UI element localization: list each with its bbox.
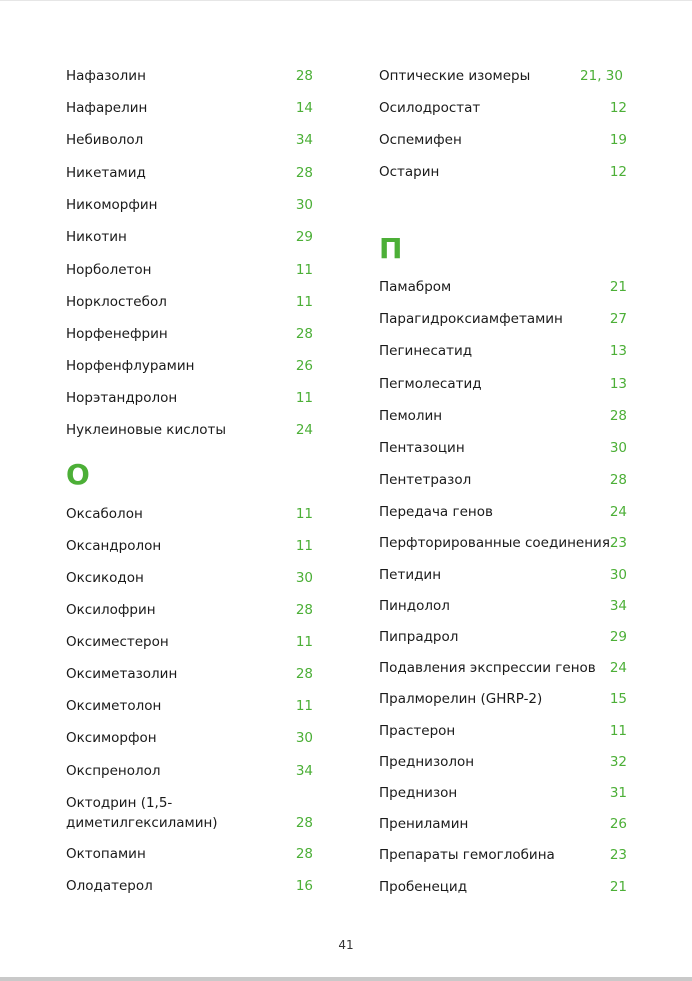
index-page-ref: 13: [609, 376, 627, 392]
index-page-ref: 15: [609, 691, 627, 707]
index-page-ref: 30: [295, 730, 313, 746]
index-term: Препараты гемоглобина: [379, 847, 555, 863]
index-term: Пегмолесатид: [379, 376, 482, 392]
index-term: Никетамид: [66, 165, 146, 181]
index-term: Пемолин: [379, 408, 443, 424]
index-term: Оксаболон: [66, 506, 143, 522]
index-page-ref: 26: [295, 358, 313, 374]
index-page-ref: 11: [295, 698, 313, 714]
index-term: Пегинесатид: [379, 343, 473, 359]
index-page-ref: 30: [295, 570, 313, 586]
index-page-ref: 30: [295, 197, 313, 213]
index-term: Норклостебол: [66, 294, 167, 310]
index-term: Перфторированные соединения: [379, 535, 610, 551]
index-term: Оспемифен: [379, 132, 462, 148]
index-term: Норэтандролон: [66, 390, 178, 406]
index-page-ref: 28: [295, 326, 313, 342]
index-term: Небиволол: [66, 132, 144, 148]
index-term: Оксандролон: [66, 538, 162, 554]
index-page-ref: 12: [609, 100, 627, 116]
index-term: Оксиметолон: [66, 698, 162, 714]
index-term: Никоморфин: [66, 197, 158, 213]
index-page-ref: 29: [609, 629, 627, 645]
index-page-ref: 21: [609, 279, 627, 295]
index-page-ref: 30: [609, 440, 627, 456]
index-page-ref: 24: [609, 660, 627, 676]
index-page-ref: 28: [295, 815, 313, 831]
section-letter-o: О: [66, 458, 90, 491]
index-term: Оксиморфон: [66, 730, 157, 746]
index-page-ref: 11: [295, 262, 313, 278]
index-page-ref: 24: [609, 504, 627, 520]
index-page-ref: 19: [609, 132, 627, 148]
page-top-line: [0, 0, 692, 1]
index-term: Октодрин (1,5-диметилгексиламин): [66, 795, 218, 831]
index-term: Пентетразол: [379, 472, 472, 488]
index-page-ref: 28: [609, 472, 627, 488]
index-page-ref: 26: [609, 816, 627, 832]
section-letter-p: П: [379, 232, 403, 265]
index-term: Прастерон: [379, 723, 456, 739]
index-term: Пиндолол: [379, 598, 450, 614]
index-page-ref: 11: [295, 506, 313, 522]
index-page-ref: 31: [609, 785, 627, 801]
index-page-ref: 27: [609, 311, 627, 327]
index-term: Пентазоцин: [379, 440, 465, 456]
index-term: Пренилaмин: [379, 816, 469, 832]
index-page-ref: 21, 30: [580, 68, 623, 84]
index-term: Норболетон: [66, 262, 152, 278]
index-page-ref: 28: [295, 666, 313, 682]
index-term: Остарин: [379, 164, 440, 180]
index-page-ref: 12: [609, 164, 627, 180]
index-page-ref: 28: [295, 602, 313, 618]
index-term: Пралморелин (GHRP-2): [379, 691, 543, 707]
index-page-ref: 23: [609, 535, 627, 551]
index-page-ref: 28: [295, 846, 313, 862]
index-page-ref: 24: [295, 422, 313, 438]
index-page-ref: 13: [609, 343, 627, 359]
index-term: Нафазолин: [66, 68, 146, 84]
index-term: Пипрадрол: [379, 629, 459, 645]
index-page-ref: 28: [295, 68, 313, 84]
index-term: Преднизолон: [379, 754, 475, 770]
index-term: Подавления экспрессии генов: [379, 660, 596, 676]
index-term: Норфенфлурамин: [66, 358, 195, 374]
index-term: Осилодростат: [379, 100, 481, 116]
index-term: Нафарелин: [66, 100, 148, 116]
index-page-ref: 28: [609, 408, 627, 424]
index-term: Нуклеиновые кислоты: [66, 422, 227, 438]
index-term: Никотин: [66, 229, 127, 245]
index-term: Пробенецид: [379, 879, 468, 895]
index-page-ref: 30: [609, 567, 627, 583]
page-number: 41: [338, 938, 354, 952]
index-term: Преднизон: [379, 785, 458, 801]
index-page-ref: 23: [609, 847, 627, 863]
index-page-ref: 34: [609, 598, 627, 614]
index-page-ref: 11: [295, 634, 313, 650]
index-term: Памабром: [379, 279, 452, 295]
index-page-ref: 11: [295, 390, 313, 406]
index-term: Норфенефрин: [66, 326, 168, 342]
index-term: Олодатерол: [66, 878, 153, 894]
index-term: Оксикодон: [66, 570, 144, 586]
index-term: Окспренолол: [66, 763, 161, 779]
index-page-ref: 28: [295, 165, 313, 181]
page-bottom-bar: [0, 977, 692, 981]
index-term: Оксиметазолин: [66, 666, 178, 682]
index-term: Оптические изомеры: [379, 68, 531, 84]
index-page-ref: 11: [295, 538, 313, 554]
index-page-ref: 34: [295, 132, 313, 148]
index-term: Оксиместерон: [66, 634, 169, 650]
index-page-ref: 34: [295, 763, 313, 779]
index-term: Октопамин: [66, 846, 146, 862]
index-term: Петидин: [379, 567, 442, 583]
index-page-ref: 14: [295, 100, 313, 116]
index-page-ref: 16: [295, 878, 313, 894]
index-page-ref: 21: [609, 879, 627, 895]
index-page-ref: 11: [295, 294, 313, 310]
index-term: Парагидроксиамфетамин: [379, 311, 563, 327]
index-page-ref: 11: [609, 723, 627, 739]
index-term: Оксилофрин: [66, 602, 156, 618]
index-term: Передача генов: [379, 504, 493, 520]
index-page-ref: 32: [609, 754, 627, 770]
index-page-ref: 29: [295, 229, 313, 245]
